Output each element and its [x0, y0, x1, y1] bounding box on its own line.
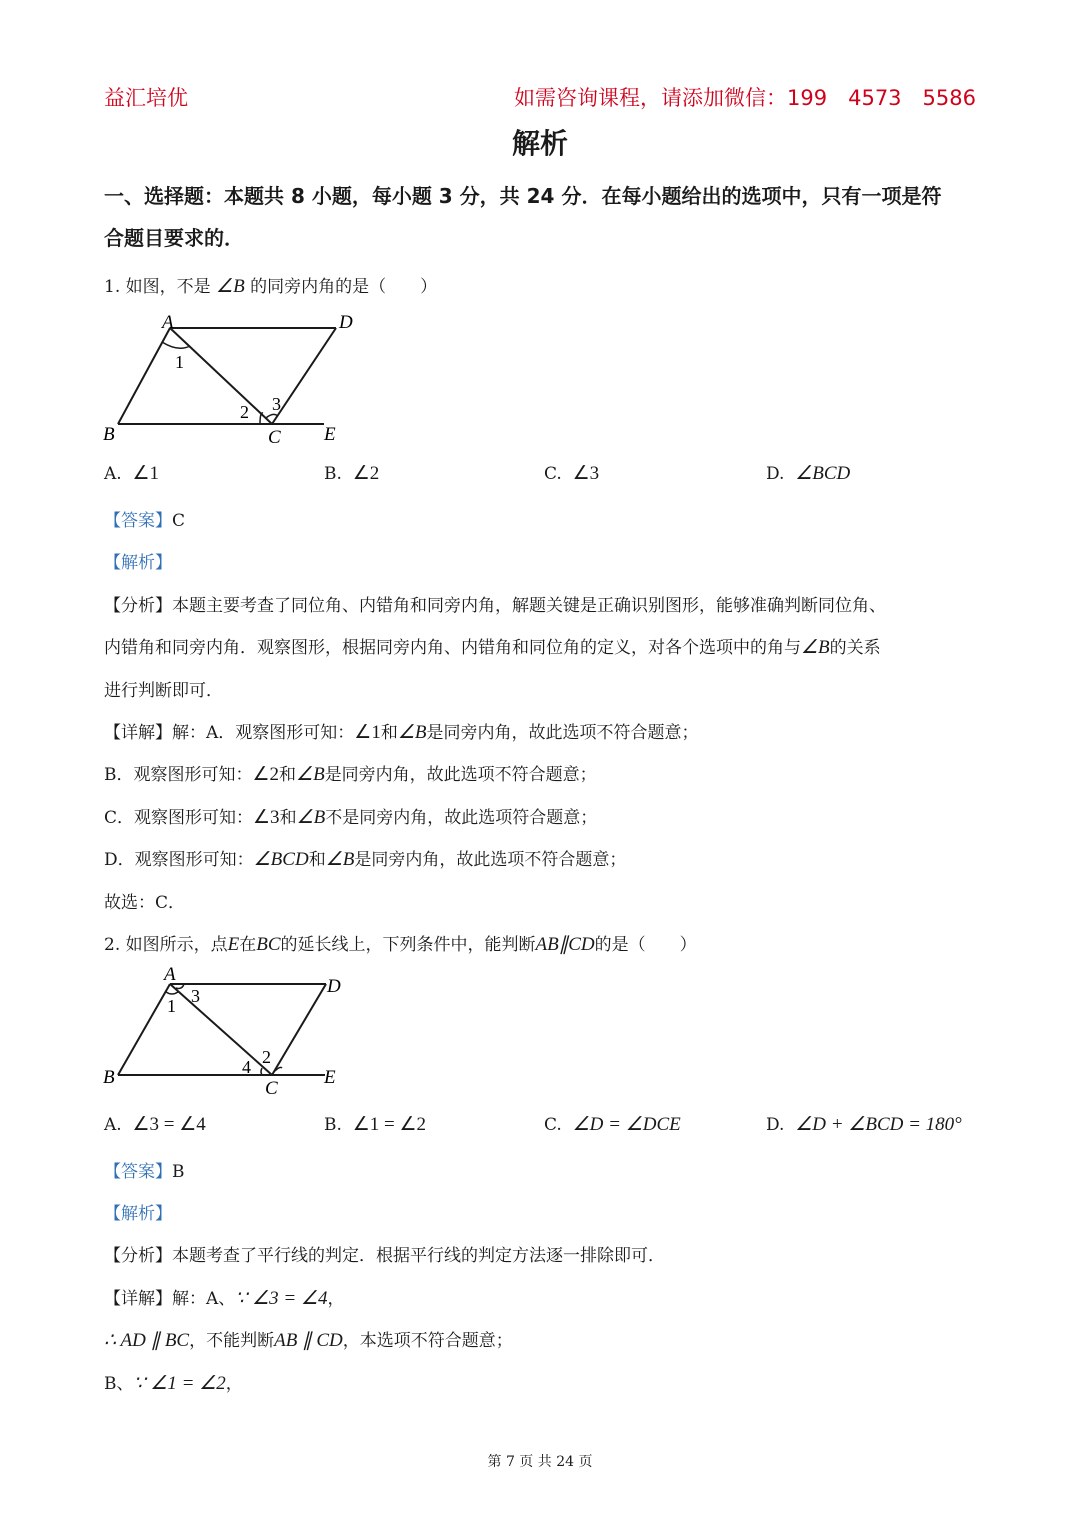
q2-option-b: B. ∠1 = ∠2: [324, 1114, 427, 1135]
q1-stem: [104, 272, 437, 298]
q2-option-d: D. ∠D + ∠BCD = 180°: [766, 1114, 962, 1135]
q1-fenxi-line1: 【分析】本题主要考查了同位角、内错角和同旁内角，解题关键是正确识别图形，能够准确判断同位角、: [104, 596, 886, 616]
q1-option-b: B. ∠2: [324, 463, 380, 484]
q1-fenxi-line3: 进行判断即可．: [104, 681, 223, 701]
q2-label-3: 3: [191, 986, 200, 1006]
q1-stem-text: 1. 如图，不是: [104, 277, 211, 297]
page-title: 解析: [511, 127, 568, 160]
q2-option-a: A. ∠3 = ∠4: [104, 1114, 206, 1135]
q2-label-c: C: [265, 1078, 278, 1099]
q1-detail-c: C．观察图形可知：∠3和∠B不是同旁内角，故此选项符合题意；: [104, 807, 598, 828]
q1-detail-a: 【详解】解：A．观察图形可知：∠1和∠B是同旁内角，故此选项不符合题意；: [104, 722, 699, 743]
q2-analysis-tag: 【解析】: [104, 1204, 172, 1224]
q2-detail-a-conclusion: ∴ AD ∥ BC，不能判断AB ∥ CD，本选项不符合题意；: [104, 1330, 513, 1351]
section-heading-line2: 合题目要求的．: [104, 226, 244, 250]
q1-label-d: D: [339, 312, 353, 333]
q2-label-e: E: [324, 1067, 336, 1088]
q2-arc-4: [261, 1068, 262, 1075]
q1-stem-text-2: 的同旁内角的是（ ）: [250, 277, 438, 297]
contact-line: [514, 82, 976, 112]
q2-label-a: A: [164, 964, 176, 985]
q1-analysis-tag: 【解析】: [104, 553, 172, 573]
q2-answer: 【答案】B: [104, 1162, 185, 1182]
contact-prefix: 如需咨询课程，请添加微信：: [514, 86, 788, 110]
q2-label-4: 4: [242, 1057, 251, 1077]
contact-phone: 199 4573 5586: [787, 86, 976, 110]
q2-arc-1: [166, 992, 178, 994]
q1-stem-angle: ∠B: [216, 276, 245, 297]
q1-option-c: C. ∠3: [544, 463, 600, 484]
q1-line-ac: [170, 328, 272, 424]
q2-label-1: 1: [167, 996, 176, 1016]
q1-label-3: 3: [272, 394, 281, 414]
page-number: 第 7 页 共 24 页: [487, 1454, 593, 1470]
brand-name: 益汇培优: [104, 86, 188, 110]
q1-label-2: 2: [240, 402, 249, 422]
q1-option-a: A. ∠1: [104, 463, 160, 484]
q1-figure: [100, 308, 370, 448]
q1-detail-b: B．观察图形可知：∠2和∠B是同旁内角，故此选项不符合题意；: [104, 764, 597, 785]
q1-label-1: 1: [175, 352, 184, 372]
q2-detail-a: 【详解】解：A、∵ ∠3 = ∠4，: [104, 1288, 345, 1309]
q2-line-ab: [118, 984, 170, 1075]
q1-label-b: B: [103, 424, 115, 445]
q2-fenxi: 【分析】本题考查了平行线的判定．根据平行线的判定方法逐一排除即可．: [104, 1246, 665, 1266]
q2-line-ac: [170, 984, 272, 1075]
q2-label-d: D: [327, 976, 341, 997]
section-heading-line1: 一、选择题：本题共 8 小题，每小题 3 分，共 24 分．在每小题给出的选项中，只有一项是符: [104, 184, 942, 208]
q1-answer: 【答案】C: [104, 511, 186, 531]
q2-label-2: 2: [262, 1047, 271, 1067]
q1-option-d: D. ∠BCD: [766, 463, 851, 484]
q1-label-c: C: [268, 427, 281, 448]
q1-fenxi-line2: 内错角和同旁内角．观察图形，根据同旁内角、内错角和同位角的定义，对各个选项中的角与∠B的关系: [104, 637, 881, 658]
q2-figure: [100, 962, 360, 1102]
q2-stem: 2. 如图所示，点E在BC的延长线上，下列条件中，能判断AB∥CD的是（ ）: [104, 934, 697, 955]
q2-option-c: C. ∠D = ∠DCE: [544, 1114, 681, 1135]
q2-line-dc: [272, 984, 326, 1075]
q1-detail-d: D．观察图形可知：∠BCD和∠B是同旁内角，故此选项不符合题意；: [104, 849, 627, 870]
q1-label-a: A: [162, 312, 174, 333]
q1-conclusion: 故选：C．: [104, 893, 186, 913]
q2-detail-b: B、∵ ∠1 = ∠2，: [104, 1373, 243, 1394]
q1-line-dc: [272, 328, 336, 424]
q2-label-b: B: [103, 1067, 115, 1088]
q1-label-e: E: [324, 424, 336, 445]
